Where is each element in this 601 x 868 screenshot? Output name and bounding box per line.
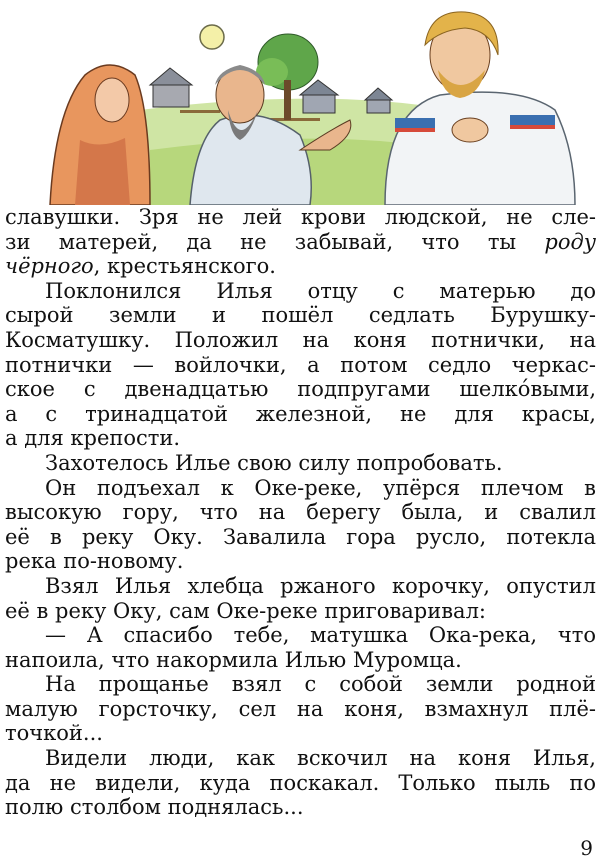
paragraph bbox=[5, 476, 596, 574]
text-line: точкой... bbox=[5, 721, 103, 746]
text-line: потнички — войлочки, а потом седло черкас- bbox=[5, 352, 596, 377]
text-line: да не видели, куда поскакал. Только пыль по bbox=[5, 770, 596, 795]
paragraph bbox=[5, 574, 596, 623]
text-line: На прощанье взял с собой земли родной bbox=[45, 672, 596, 697]
paragraph bbox=[5, 623, 596, 672]
page-number: 9 bbox=[580, 836, 593, 860]
paragraph bbox=[5, 746, 596, 820]
paragraph bbox=[5, 205, 596, 279]
sun-icon bbox=[200, 25, 224, 49]
text-line: её в реку Оку. Завалила гора русло, потекла bbox=[5, 524, 596, 549]
story-text bbox=[5, 205, 596, 820]
text-line: сырой земли и пошёл седлать Бурушку- bbox=[5, 303, 596, 328]
text-line: Он подъехал к Оке-реке, упёрся плечом в bbox=[45, 475, 596, 500]
text-line: Поклонился Илья отцу с матерью до bbox=[45, 278, 596, 303]
paragraph bbox=[5, 672, 596, 746]
paragraph bbox=[5, 279, 596, 451]
text-line: Косматушку. Положил на коня потнички, на bbox=[5, 327, 596, 352]
text-line: чёрного, крестьянского. bbox=[5, 254, 276, 279]
text-line: Захотелось Илье свою силу попробовать. bbox=[45, 450, 503, 475]
paragraph bbox=[5, 451, 596, 476]
text-line: зи матерей, да не забывай, что ты роду bbox=[5, 229, 596, 254]
text-line: напоила, что накормила Илью Муромца. bbox=[5, 647, 462, 672]
text-line: славушки. Зря не лей крови людской, не сле- bbox=[5, 205, 596, 229]
text-line: — А спасибо тебе, матушка Ока-река, что bbox=[45, 623, 596, 648]
text-line: а с тринадцатой железной, не для красы, bbox=[5, 401, 596, 426]
text-line: Видели люди, как вскочил на коня Илья, bbox=[45, 746, 596, 771]
text-line: река по-новому. bbox=[5, 549, 184, 574]
text-line: её в реку Оку, сам Оке-реке приговаривал: bbox=[5, 598, 486, 623]
text-line: Взял Илья хлебца ржаного корочку, опустил bbox=[45, 573, 596, 598]
story-illustration bbox=[0, 0, 601, 205]
text-line: а для крепости. bbox=[5, 426, 181, 451]
text-line: ское с двенадцатью подпругами шелко́выми, bbox=[5, 377, 596, 402]
text-line: высокую гору, что на берегу была, и свалил bbox=[5, 500, 596, 525]
text-line: малую горсточку, сел на коня, взмахнул плё- bbox=[5, 696, 596, 721]
text-line: полю столбом поднялась... bbox=[5, 795, 304, 820]
